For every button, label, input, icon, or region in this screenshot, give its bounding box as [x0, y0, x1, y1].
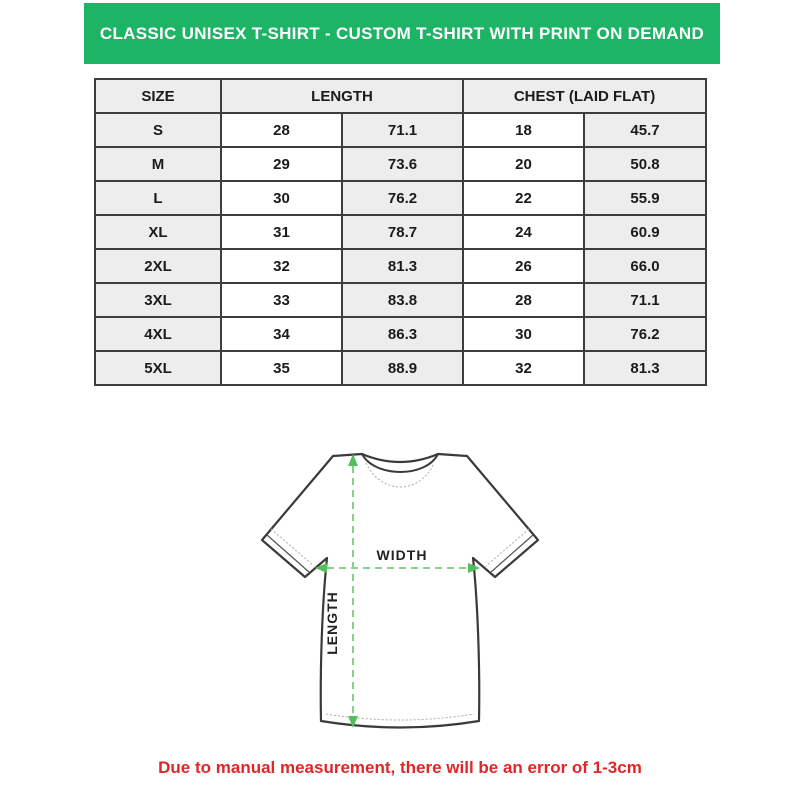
cell-chest-cm: 76.2 — [584, 317, 706, 351]
cell-chest-in: 22 — [463, 181, 584, 215]
table-row — [95, 249, 706, 283]
table-row — [95, 147, 706, 181]
cell-chest-in: 18 — [463, 113, 584, 147]
tshirt-measurement-diagram — [230, 425, 580, 755]
cell-chest-cm: 45.7 — [584, 113, 706, 147]
cell-chest-cm: 55.9 — [584, 181, 706, 215]
cell-chest-in: 30 — [463, 317, 584, 351]
cell-chest-cm: 71.1 — [584, 283, 706, 317]
column-header-chest: CHEST (LAID FLAT) — [463, 79, 706, 113]
cell-chest-in: 32 — [463, 351, 584, 385]
cell-length-in: 33 — [221, 283, 342, 317]
cell-length-cm: 88.9 — [342, 351, 463, 385]
cell-chest-cm: 81.3 — [584, 351, 706, 385]
cell-size: L — [95, 181, 221, 215]
table-header-row — [95, 79, 706, 113]
cell-length-in: 35 — [221, 351, 342, 385]
title-banner — [84, 3, 720, 64]
cell-size: XL — [95, 215, 221, 249]
cell-size: 5XL — [95, 351, 221, 385]
cell-chest-cm: 50.8 — [584, 147, 706, 181]
table-row — [95, 113, 706, 147]
disclaimer-text: Due to manual measurement, there will be an error of 1-3cm — [158, 758, 642, 777]
cell-length-in: 30 — [221, 181, 342, 215]
cell-length-in: 34 — [221, 317, 342, 351]
table-row — [95, 351, 706, 385]
table-row — [95, 317, 706, 351]
cell-chest-cm: 60.9 — [584, 215, 706, 249]
cell-length-in: 32 — [221, 249, 342, 283]
cell-length-cm: 71.1 — [342, 113, 463, 147]
cell-length-cm: 86.3 — [342, 317, 463, 351]
cell-length-cm: 83.8 — [342, 283, 463, 317]
size-chart-table — [94, 78, 707, 386]
tshirt-outline — [262, 454, 538, 728]
table-row — [95, 283, 706, 317]
cell-chest-in: 26 — [463, 249, 584, 283]
cell-length-cm: 73.6 — [342, 147, 463, 181]
cell-length-in: 29 — [221, 147, 342, 181]
column-header-length: LENGTH — [221, 79, 463, 113]
cell-size: S — [95, 113, 221, 147]
cell-chest-cm: 66.0 — [584, 249, 706, 283]
cell-chest-in: 24 — [463, 215, 584, 249]
cell-length-in: 28 — [221, 113, 342, 147]
cell-length-cm: 78.7 — [342, 215, 463, 249]
cell-size: M — [95, 147, 221, 181]
cell-length-cm: 81.3 — [342, 249, 463, 283]
measurement-disclaimer — [0, 758, 800, 778]
column-header-size: SIZE — [95, 79, 221, 113]
cell-chest-in: 20 — [463, 147, 584, 181]
cell-length-cm: 76.2 — [342, 181, 463, 215]
cell-size: 3XL — [95, 283, 221, 317]
table-row — [95, 181, 706, 215]
cell-length-in: 31 — [221, 215, 342, 249]
length-label: LENGTH — [324, 591, 340, 655]
cell-size: 4XL — [95, 317, 221, 351]
table-row — [95, 215, 706, 249]
tshirt-diagram-svg — [230, 425, 580, 755]
page-title: CLASSIC UNISEX T-SHIRT - CUSTOM T-SHIRT WITH PRINT ON DEMAND — [99, 23, 705, 43]
width-label: WIDTH — [376, 547, 428, 563]
cell-size: 2XL — [95, 249, 221, 283]
cell-chest-in: 28 — [463, 283, 584, 317]
